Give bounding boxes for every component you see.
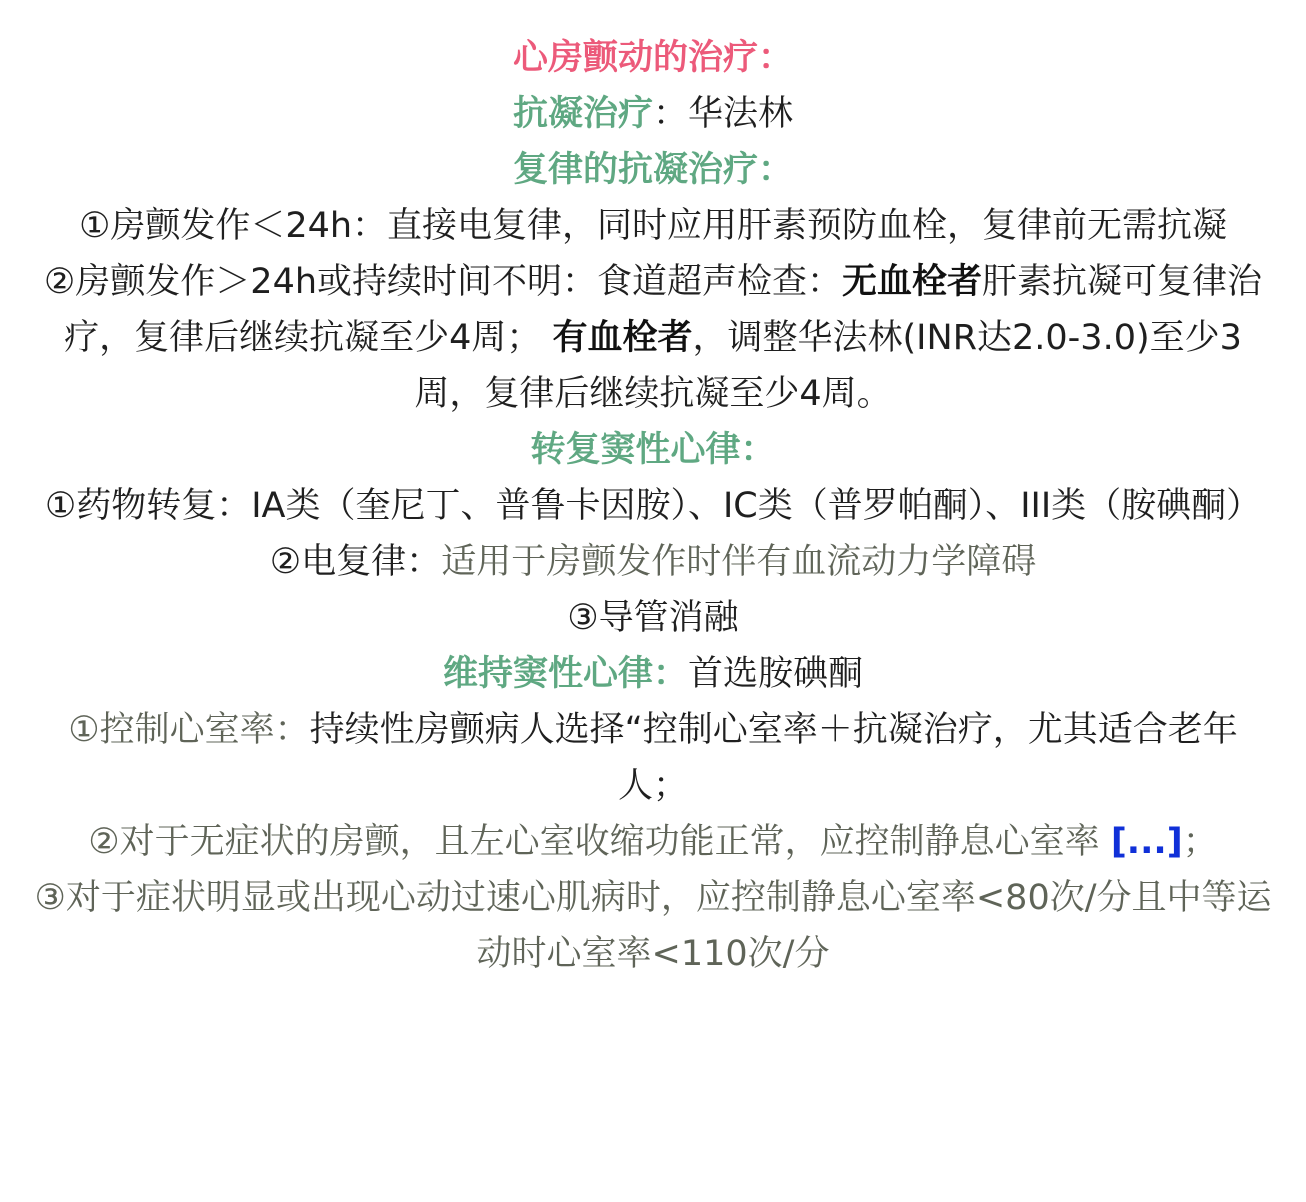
no-thrombus-label: 无血栓者 bbox=[842, 262, 983, 302]
rate-control-label: ①控制心室率： bbox=[68, 710, 310, 750]
rate-control-item-2-text: ②对于无症状的房颤，且左心室收缩功能正常，应控制静息心室率 bbox=[88, 822, 1100, 862]
sinus-conversion-item-1: ①药物转复：IA类（奎尼丁、普鲁卡因胺）、IC类（普罗帕酮）、III类（胺碘酮） bbox=[44, 486, 1262, 526]
sinus-maintenance-label: 维持窦性心律： bbox=[442, 654, 688, 694]
cardioversion-item-2-part2: 肝素抗凝可复律治疗，复律后继续抗凝至少4周； bbox=[64, 262, 1263, 358]
rate-control-item-2 bbox=[34, 814, 1272, 870]
cardioversion-item-2-part3: ，调整华法林(INR达2.0-3.0)至少3周，复律后继续抗凝至少4周。 bbox=[414, 318, 1242, 414]
rate-control-item-1-text: 持续性房颤病人选择“控制心室率＋抗凝治疗，尤其适合老年人； bbox=[309, 710, 1238, 806]
sinus-conversion-item-3: ③导管消融 bbox=[567, 598, 739, 638]
rate-control-item-3: ③对于症状明显或出现心动过速心肌病时，应控制静息心室率<80次/分且中等运动时心室率<110次/分 bbox=[34, 878, 1272, 974]
sinus-maintenance-value: 首选胺碘酮 bbox=[688, 654, 864, 694]
electric-cardioversion-label: ②电复律： bbox=[269, 542, 442, 582]
sinus-conversion-item-2 bbox=[34, 534, 1272, 590]
cardioversion-item-2 bbox=[34, 254, 1272, 422]
omitted-content-marker: [...] bbox=[1110, 822, 1183, 862]
page-title: 心房颤动的治疗： bbox=[512, 38, 793, 78]
electric-cardioversion-text: 适用于房颤发作时伴有血流动力学障碍 bbox=[441, 542, 1037, 582]
cardioversion-item-1: ①房颤发作＜24h：直接电复律，同时应用肝素预防血栓，复律前无需抗凝 bbox=[78, 206, 1228, 246]
cardioversion-item-2-part1: ②房颤发作＞24h或持续时间不明：食道超声检查： bbox=[43, 262, 843, 302]
anticoag-line bbox=[34, 86, 1272, 142]
sinus-maintenance-line bbox=[34, 646, 1272, 702]
anticoag-label: 抗凝治疗 bbox=[512, 94, 653, 134]
thrombus-label: 有血栓者 bbox=[552, 318, 693, 358]
sinus-conversion-heading: 转复窦性心律： bbox=[530, 430, 776, 470]
rate-control-item-1 bbox=[34, 702, 1272, 814]
cardioversion-anticoag-heading: 复律的抗凝治疗： bbox=[512, 150, 793, 190]
anticoag-colon: ： bbox=[652, 94, 688, 134]
anticoag-value: 华法林 bbox=[688, 94, 794, 134]
rate-control-item-2-end: ； bbox=[1182, 822, 1218, 862]
